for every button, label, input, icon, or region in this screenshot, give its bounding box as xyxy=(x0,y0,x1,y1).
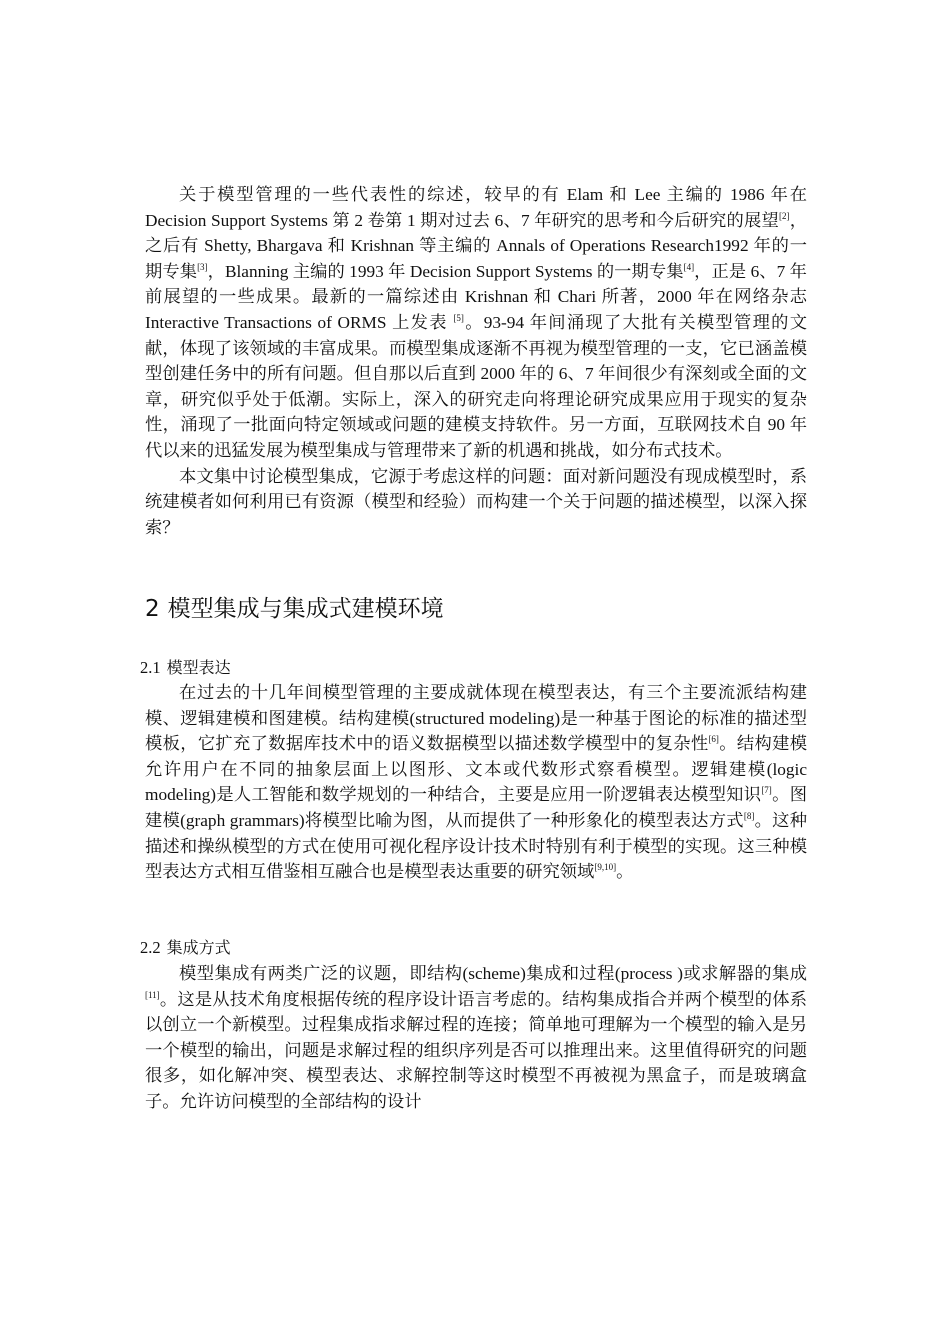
subsection-2-2-body xyxy=(145,961,807,1115)
subsection-number: 2.2 xyxy=(140,938,161,957)
intro-paragraph-1: 关于模型管理的一些代表性的综述，较早的有 Elam 和 Lee 主编的 1986 年在 Decision Support Systems 第 2 卷第 1 期对过去 6、7 年研究的思考和今后研究的展望[2]，之后有 Shetty, Bhargava 和 Krishnan 等主编的 Annals of Operations Research1992 年的一期专集[3]，Blanning 主编的 1993 年 Decision Support Systems 的一期专集[4]，正是 6、7 年前展望的一些成果。最新的一篇综述由 Krishnan 和 Chari 所著，2000 年在网络杂志 Interactive Transactions of ORMS 上发表 [5]。93-94 年间涌现了大批有关模型管理的文献，体现了该领域的丰富成果。而模型集成逐渐不再视为模型管理的一支，它已涵盖模型创建任务中的所有问题。但自那以后直到 2000 年的 6、7 年间很少有深刻或全面的文章，研究似乎处于低潮。实际上，深入的研究走向将理论研究成果应用于现实的复杂性，涌现了一批面向特定领域或问题的建模支持软件。另一方面，互联网技术自 90 年代以来的迅猛发展为模型集成与管理带来了新的机遇和挑战，如分布式技术。 xyxy=(145,185,807,460)
subsection-2-1-paragraph: 在过去的十几年间模型管理的主要成就体现在模型表达，有三个主要流派结构建模、逻辑建模和图建模。结构建模(structured modeling)是一种基于图论的标准的描述型模板，它扩充了数据库技术中的语义数据模型以描述数学模型中的复杂性[6]。结构建模允许用户在不同的抽象层面上以图形、文本或代数形式察看模型。逻辑建模(logic modeling)是人工智能和数学规划的一种结合，主要是应用一阶逻辑表达模型知识[7]。图建模(graph grammars)将模型比喻为图，从而提供了一种形象化的模型表达方式[8]。这种描述和操纵模型的方式在使用可视化程序设计技术时特别有利于模型的实现。这三种模型表达方式相互借鉴相互融合也是模型表达重要的研究领域[9,10]。 xyxy=(145,683,807,882)
citation-ref: [3] xyxy=(197,262,208,273)
citation-ref: [9,10] xyxy=(594,862,617,873)
subsection-title: 模型表达 xyxy=(166,658,231,677)
section-number: 2 xyxy=(145,596,160,622)
subsection-title: 集成方式 xyxy=(166,938,231,957)
subsection-2-1-heading xyxy=(140,655,231,678)
subsection-2-2-paragraph: 模型集成有两类广泛的议题，即结构(scheme)集成和过程(process )或求解器的集成[11]。这是从技术角度根据传统的程序设计语言考虑的。结构集成指合并两个模型的体系以创立一个新模型。过程集成指求解过程的连接；简单地可理解为一个模型的输入是另一个模型的输出，问题是求解过程的组织序列是否可以推理出来。这里值得研究的问题很多，如化解冲突、模型表达、求解控制等这时模型不再被视为黑盒子，而是玻璃盒子。允许访问模型的全部结构的设计 xyxy=(145,964,807,1111)
citation-ref: [5] xyxy=(453,313,464,324)
subsection-2-2-heading xyxy=(140,935,231,958)
citation-ref: [4] xyxy=(683,262,695,273)
section-2-heading xyxy=(145,590,444,623)
subsection-number: 2.1 xyxy=(140,658,161,677)
citation-ref: [6] xyxy=(708,734,719,745)
subsection-2-1-body xyxy=(145,680,807,885)
intro-block xyxy=(145,182,807,540)
section-title: 模型集成与集成式建模环境 xyxy=(167,596,444,622)
citation-ref: [8] xyxy=(743,811,755,822)
citation-ref: [11] xyxy=(145,989,160,1000)
intro-paragraph-2: 本文集中讨论模型集成，它源于考虑这样的问题：面对新问题没有现成模型时，系统建模者如何利用已有资源（模型和经验）而构建一个关于问题的描述模型，以深入探索？ xyxy=(145,466,807,537)
citation-ref: [2] xyxy=(778,210,790,221)
citation-ref: [7] xyxy=(761,785,772,796)
